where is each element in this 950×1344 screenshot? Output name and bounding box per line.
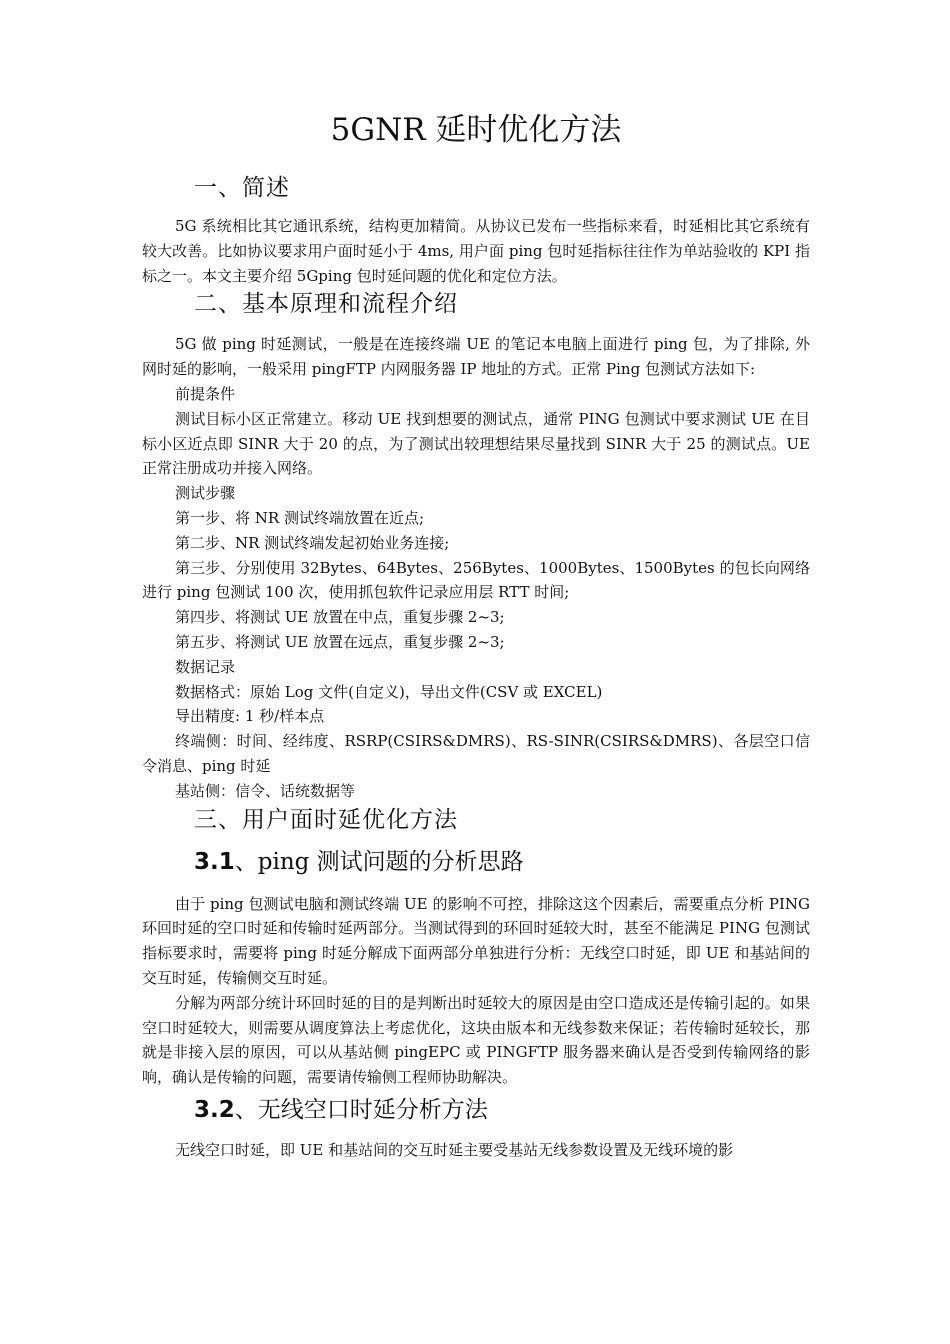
paragraph: 数据格式：原始 Log 文件(自定义)，导出文件(CSV 或 EXCEL) [175, 682, 603, 701]
paragraph: 5G 系统相比其它通讯系统，结构更加精简。从协议已发布一些指标来看，时延相比其它系统有较大改善。比如协议要求用户面时延小于 4ms, 用户面 ping 包时延指标往往作为单站验收的 KPI 指标之一。本文主要介绍 5Gping 包时延问题的优化和定位方法。 [142, 217, 810, 285]
section-heading-overview: 一、简述 [194, 175, 290, 201]
paragraph: 数据记录 [175, 657, 236, 676]
paragraph: 测试步骤 [175, 484, 236, 503]
paragraph: 第二步、NR 测试终端发起初始业务连接; [175, 533, 450, 552]
paragraph: 第一步、将 NR 测试终端放置在近点; [175, 508, 425, 527]
paragraph: 第三步、分别使用 32Bytes、64Bytes、256Bytes、1000Bytes、1500Bytes 的包长向网络进行 ping 包测试 100 次，使用抓包软件记录应用层 RTT 时间; [142, 558, 810, 602]
section-heading-optimization: 三、用户面时延优化方法 [194, 806, 458, 833]
paragraph: 前提条件 [175, 384, 236, 403]
subsection-number: 3.1 [194, 848, 235, 875]
paragraph: 无线空口时延，即 UE 和基站间的交互时延主要受基站无线参数设置及无线环境的影 [175, 1140, 734, 1159]
paragraph: 由于 ping 包测试电脑和测试终端 UE 的影响不可控，排除这这个因素后，需要重点分析 PING 环回时延的空口时延和传输时延两部分。当测试得到的环回时延较大时，甚至不能满足 PING 包测试指标要求时，需要将 ping 时延分解成下面两部分单独进行分析：无线空口时延，即 UE 和基站间的交互时延，传输侧交互时延。 [142, 894, 810, 987]
section-heading-principle: 二、基本原理和流程介绍 [194, 291, 458, 318]
paragraph: 5G 做 ping 时延测试，一般是在连接终端 UE 的笔记本电脑上面进行 ping 包，为了排除, 外网时延的影响，一般采用 pingFTP 内网服务器 IP 地址的方式。正常 Ping 包测试方法如下: [142, 335, 810, 379]
subsection-heading-3-2 [194, 1094, 810, 1126]
paragraph: 基站侧：信令、话统数据等 [175, 781, 356, 800]
paragraph: 分解为两部分统计环回时延的目的是判断出时延较大的原因是由空口造成还是传输引起的。如果空口时延较大，则需要从调度算法上考虑优化，这块由版本和无线参数来保证；若传输时延较长，那就是非接入层的原因，可以从基站侧 pingEPC 或 PINGFTP 服务器来确认是否受到传输网络的影响，确认是传输的问题，需要请传输侧工程师协助解决。 [142, 993, 810, 1087]
paragraph: 第五步、将测试 UE 放置在远点，重复步骤 2~3; [175, 632, 505, 651]
paragraph: 终端侧：时间、经纬度、RSRP(CSIRS&DMRS)、RS-SINR(CSIRS&DMRS)、各层空口信令消息、ping 时延 [142, 732, 810, 775]
subsection-number: 3.2 [194, 1096, 235, 1123]
document-body [142, 108, 810, 1163]
subsection-title: 、无线空口时延分析方法 [234, 1096, 488, 1123]
paragraph: 导出精度: 1 秒/样本点 [175, 707, 325, 726]
subsection-heading-3-1 [194, 846, 810, 878]
subsection-title: 、ping 测试问题的分析思路 [234, 848, 524, 875]
paragraph: 第四步、将测试 UE 放置在中点，重复步骤 2~3; [175, 608, 505, 627]
paragraph: 测试目标小区正常建立。移动 UE 找到想要的测试点，通常 PING 包测试中要求测试 UE 在目标小区近点即 SINR 大于 20 的点，为了测试出较理想结果尽量找到 SINR 大于 25 的测试点。UE 正常注册成功并接入网络。 [142, 409, 810, 478]
document-title: 5GNR 延时优化方法 [330, 112, 622, 148]
